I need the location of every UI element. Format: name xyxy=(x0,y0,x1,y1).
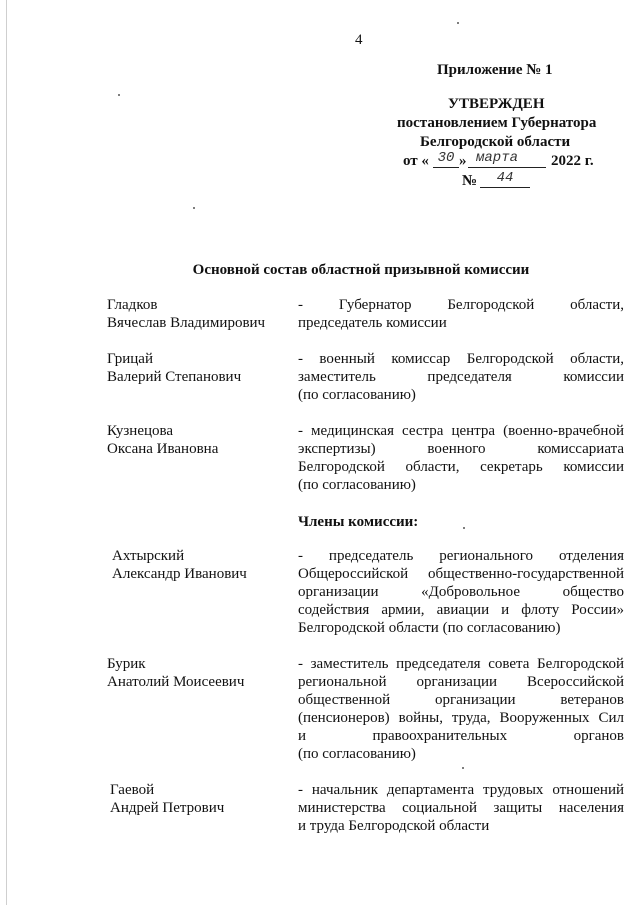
surname: Ахтырский xyxy=(112,548,185,564)
person-role-burik xyxy=(298,655,624,763)
scan-speck xyxy=(118,94,120,96)
approval-title: УТВЕРЖДЕН xyxy=(448,96,545,112)
role-line: заместитель председателя комиссии xyxy=(298,369,624,385)
person-name-akhtyrsky xyxy=(112,547,247,583)
page-number: 4 xyxy=(355,32,363,48)
given-names: Анатолий Моисеевич xyxy=(107,674,245,690)
role-line: Общероссийской общественно-государственной xyxy=(298,566,624,582)
role-line: - медицинская сестра центра (военно-врачебной xyxy=(298,423,624,439)
date-month: марта xyxy=(468,149,546,168)
role-line: Белгородской области (по согласованию) xyxy=(298,620,561,636)
role-line: содействия армии, авиации и флоту России» xyxy=(298,602,624,618)
role-line: министерства социальной защиты населения xyxy=(298,800,624,816)
given-names: Вячеслав Владимирович xyxy=(107,315,266,331)
person-role-gladkov xyxy=(298,296,624,332)
role-line: Белгородской области, секретарь комиссии xyxy=(298,459,624,475)
members-heading: Члены комиссии: xyxy=(298,514,419,530)
role-line: и правоохранительных органов xyxy=(298,728,624,744)
surname: Гладков xyxy=(107,297,158,313)
scan-edge-line xyxy=(6,0,7,905)
person-role-gritsai xyxy=(298,350,624,404)
role-line: общественной организации ветеранов xyxy=(298,692,624,708)
appendix-label: Приложение № 1 xyxy=(437,62,553,78)
role-line: - начальник департамента трудовых отношений xyxy=(298,782,624,798)
surname: Бурик xyxy=(107,656,146,672)
surname: Гаевой xyxy=(110,782,155,798)
person-role-akhtyrsky xyxy=(298,547,624,637)
date-year: 2022 г. xyxy=(551,153,594,169)
role-line: (по согласованию) xyxy=(298,746,416,762)
role-line: - председатель регионального отделения xyxy=(298,548,624,564)
date-mid: » xyxy=(459,153,467,169)
role-line: (по согласованию) xyxy=(298,477,416,493)
role-line: (пенсионеров) войны, труда, Вооруженных Сил xyxy=(298,710,624,726)
person-name-gaevoy xyxy=(110,781,224,817)
given-names: Валерий Степанович xyxy=(107,369,242,385)
scan-speck xyxy=(457,22,459,24)
person-name-gladkov xyxy=(107,296,265,332)
date-day: 30 xyxy=(433,149,459,168)
role-line: и труда Белгородской области xyxy=(298,818,490,834)
person-name-burik xyxy=(107,655,244,691)
scan-speck xyxy=(463,527,465,529)
role-line: экспертизы) военного комиссариата xyxy=(298,441,624,457)
document-heading: Основной состав областной призывной комиссии xyxy=(192,262,530,278)
role-line: (по согласованию) xyxy=(298,387,416,403)
date-prefix: от « xyxy=(403,153,429,169)
number-prefix: № xyxy=(462,173,478,189)
given-names: Андрей Петрович xyxy=(110,800,225,816)
person-name-kuznetsova xyxy=(107,422,218,458)
surname: Кузнецова xyxy=(107,423,174,439)
scan-speck xyxy=(462,767,464,769)
role-line: - военный комиссар Белгородской области, xyxy=(298,351,624,367)
decree-number: 44 xyxy=(480,169,530,188)
role-line: организации «Добровольное общество xyxy=(298,584,624,600)
approval-line-2: Белгородской области xyxy=(420,134,571,150)
surname: Грицай xyxy=(107,351,153,367)
person-name-gritsai xyxy=(107,350,241,386)
role-line: региональной организации Всероссийской xyxy=(298,674,624,690)
person-role-gaevoy xyxy=(298,781,624,835)
role-line: - Губернатор Белгородской области, xyxy=(298,297,624,313)
scan-speck xyxy=(193,207,195,209)
given-names: Александр Иванович xyxy=(112,566,247,582)
given-names: Оксана Ивановна xyxy=(107,441,219,457)
person-role-kuznetsova xyxy=(298,422,624,494)
approval-line-1: постановлением Губернатора xyxy=(397,115,597,131)
role-line: председатель комиссии xyxy=(298,315,447,331)
role-line: - заместитель председателя совета Белгородской xyxy=(298,656,624,672)
